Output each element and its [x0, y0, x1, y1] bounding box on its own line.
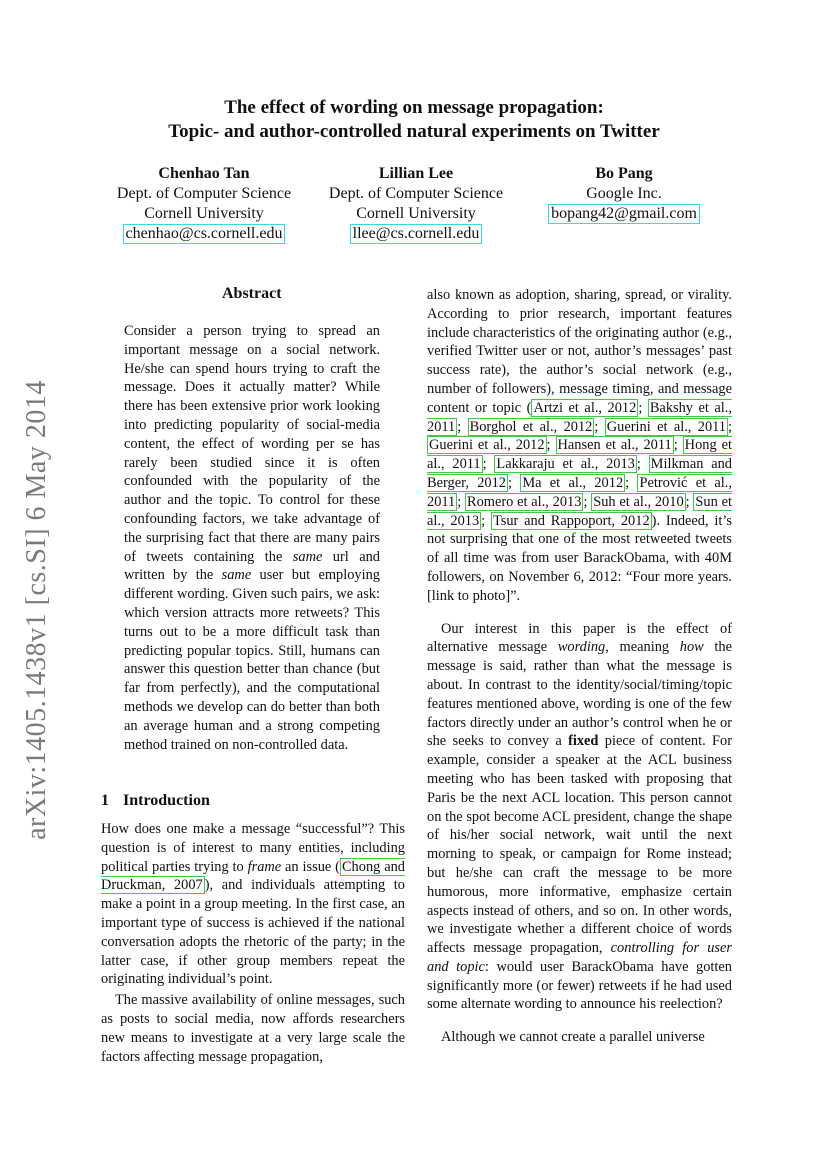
citation-link[interactable]: Bakshy et al., 2011	[427, 399, 732, 435]
emphasis: controlling for user and topic	[427, 940, 732, 975]
author-affiliation: Dept. of Computer Science	[116, 185, 292, 202]
author-email-link[interactable]: bopang42@gmail.com	[548, 204, 700, 224]
title-line-2: Topic- and author-controlled natural experiments on Twitter	[168, 121, 660, 142]
emphasis: frame	[247, 858, 282, 875]
author-block-2	[316, 164, 516, 244]
section-number: 1	[101, 792, 109, 809]
author-email-link[interactable]: chenhao@cs.cornell.edu	[123, 224, 286, 244]
strong-text: fixed	[568, 733, 599, 750]
section-title: Introduction	[123, 792, 210, 809]
author-email-link[interactable]: llee@cs.cornell.edu	[350, 224, 483, 244]
intro-paragraph-1: How does one make a message “successful”? This question is of interest to many entities, including political parties trying to frame an issue ( Chong and Druckman, 2007 ), and individuals attempting to make a point in a group meeting. In the first case, an important type of success is achieved if the national conversation adopts the rhetoric of the party; in the latter case, if other group members repeat the originating individual’s point.	[101, 821, 405, 988]
right-paragraph-2: Our interest in this paper is the effect of alternative message wording, meaning how the message is said, rather than what the message is about. In contrast to the identity/social/timing/topic features mentioned above, wording is one of the few factors directly under an author’s control when he or she seeks to convey a fixed piece of content. For example, consider a speaker at the ACL business meeting who has been tasked with proposing that Paris be the next ACL location. This person cannot on the spot become ACL president, change the shape of his/her social network, wait until the next morning to speak, or campaign for Rome instead; but he/she can craft the message to be more humorous, more informative, emphasize certain aspects instead of others, and so on. In other words, we investigate whether a different choice of words affects message propagation, controlling for user and topic: would user BarackObama have gotten significantly more (or fewer) retweets if he had used some alternate wording to announce his reelection?	[427, 620, 732, 1013]
section-heading-introduction	[101, 792, 210, 810]
intro-paragraph-2: The massive availability of online messages, such as posts to social media, now affords researchers new means to investigate at a very large scale the factors affecting message propagation,	[101, 992, 405, 1065]
emphasis: how	[679, 639, 704, 656]
author-block-1	[104, 164, 304, 244]
left-column-body	[101, 820, 405, 1066]
citation-link[interactable]: Borghol et al., 2012	[469, 418, 593, 435]
emphasis: same	[292, 548, 323, 565]
citation-link[interactable]: Guerini et al., 2011	[606, 418, 727, 435]
abstract-heading: Abstract	[222, 285, 282, 302]
paper-title	[0, 96, 828, 144]
citation-link[interactable]: Chong and Druckman, 2007	[101, 858, 405, 894]
emphasis: same	[221, 567, 252, 584]
citation-link[interactable]: Hansen et al., 2011	[557, 437, 672, 454]
right-paragraph-1: also known as adoption, sharing, spread, or virality. According to prior research, important features include characteristics of the originating author (e.g., verified Twitter user or not, author’s messages’ past success rate), the author’s social network (e.g., number of followers), message timing, and message content or topic ( Artzi et al., 2012 ; Bakshy et al., 2011 ; Borghol et al., 2012 ; Guerini et al., 2011 ; Guerini et al., 2012 ; Hansen et al., 2011 ; Hong et al., 2011 ; Lakkaraju et al., 2013 ; Milkman and Berger, 2012 ; Ma et al., 2012 ; Petrović et al., 2011 ; Romero et al., 2013 ; Suh et al., 2010 ; Sun et al., 2013 ; Tsur and Rappoport, 2012 ). Indeed, it’s not surprising that one of the most retweeted tweets of all time was from user BarackObama, with 40M followers, on November 6, 2012: “Four more years. [link to photo]”.	[427, 287, 733, 604]
emphasis: wording	[557, 639, 606, 656]
author-name: Lillian Lee	[378, 165, 454, 182]
citation-link[interactable]: Guerini et al., 2012	[429, 437, 545, 454]
author-name: Chenhao Tan	[158, 165, 250, 182]
citation-link[interactable]: Romero et al., 2013	[467, 493, 582, 510]
citation-link[interactable]: Sun et al., 2013	[427, 493, 732, 529]
author-block-3	[524, 164, 724, 224]
citation-link[interactable]: Tsur and Rappoport, 2012	[492, 512, 650, 529]
author-name: Bo Pang	[595, 165, 653, 182]
citation-link[interactable]: Artzi et al., 2012	[533, 399, 637, 416]
right-paragraph-3: Although we cannot create a parallel universe	[441, 1029, 705, 1046]
right-column-body	[427, 286, 732, 1047]
arxiv-id: arXiv:1405.1438v1 [cs.SI] 6 May 2014	[21, 380, 52, 840]
citation-link[interactable]: Milkman and Berger, 2012	[427, 456, 733, 491]
author-institution: Cornell University	[356, 205, 476, 222]
citation-link[interactable]: Petrović et al., 2011	[427, 474, 732, 510]
title-line-1: The effect of wording on message propagation:	[224, 97, 604, 118]
author-affiliation: Google Inc.	[586, 185, 662, 202]
citation-link[interactable]: Lakkaraju et al., 2013	[496, 456, 635, 473]
author-affiliation: Dept. of Computer Science	[328, 185, 504, 202]
citation-link[interactable]: Hong et al., 2011	[427, 437, 732, 473]
abstract-paragraph: Consider a person trying to spread an important message on a social network. He/she can spend hours trying to craft the message. Does it actually matter? While there has been extensive prior work looking into predicting popularity of social-media content, the effect of wording per se has rarely been studied since it is often confounded with the popularity of the author and the topic. To control for these confounding factors, we take advantage of the surprising fact that there are many pairs of tweets containing the same url and written by the same user but employing different wording. Given such pairs, we ask: which version attracts more retweets? This turns out to be a more difficult task than predicting popular topics. Still, humans can answer this question better than chance (but far from perfectly), and the computational methods we develop can do better than both an average human and a strong competing method trained on non-controlled data.	[124, 323, 380, 753]
citation-list: Artzi et al., 2012 ; Bakshy et al., 2011 ; Borghol et al., 2012 ; Guerini et al., 2011 ; Guerini et al., 2012 ; Hansen et al., 2011 ; Hong et al., 2011 ; Lakkaraju et al., 2013 ; Milkman and Berger, 2012 ; Ma et al., 2012 ; Petrović et al., 2011 ; Romero et al., 2013 ; Suh et al., 2010 ; Sun et al., 2013 ; Tsur and Rappoport, 2012	[427, 399, 733, 529]
citation-link[interactable]: Suh et al., 2010	[593, 493, 684, 510]
author-institution: Cornell University	[144, 205, 264, 222]
abstract-body	[124, 322, 380, 754]
arxiv-sidebar-stamp	[22, 380, 52, 840]
citation-link[interactable]: Ma et al., 2012	[522, 474, 624, 491]
